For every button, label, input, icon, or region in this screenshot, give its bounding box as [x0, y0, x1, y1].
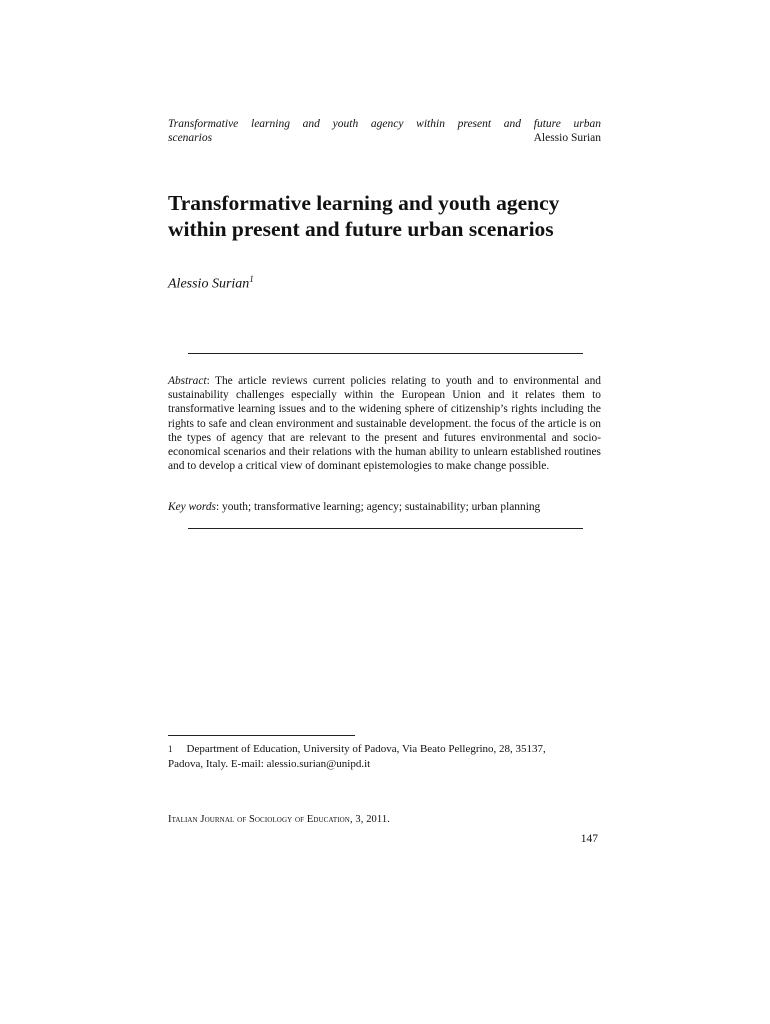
- article-title-line2: within present and future urban scenarios: [168, 217, 554, 241]
- keywords-separator: :: [216, 501, 220, 513]
- abstract-bottom-rule: [188, 528, 583, 529]
- abstract: [168, 374, 601, 473]
- footnote-rule: [168, 735, 355, 736]
- journal-citation: Italian Journal of Sociology of Education, 3, 2011.: [168, 814, 390, 825]
- footnote-mark: 1: [168, 744, 173, 754]
- abstract-top-rule: [188, 353, 583, 354]
- article-title-line1: Transformative learning and youth agency: [168, 191, 560, 215]
- author-name: Alessio Surian: [168, 276, 250, 292]
- page-number: 147: [580, 833, 598, 845]
- abstract-label: Abstract: [168, 375, 207, 387]
- keywords-label: Key words: [168, 501, 216, 513]
- article-title: [168, 190, 618, 242]
- abstract-separator: :: [206, 375, 210, 387]
- running-head: [168, 117, 601, 145]
- keywords: [168, 500, 601, 514]
- footnote: [168, 742, 601, 772]
- running-head-author: Alessio Surian: [533, 132, 601, 144]
- abstract-text: The article reviews current policies relating to youth and to environmental and sustainability challenges especially within the European Union and it relates them to transformative learning issues and to the widening sphere of citizenship’s rights including the rights to safe and clean environment and sustainable development. the focus of the article is on the types of agency that are relevant to the present and futures environmental and socio-economical scenarios and their relations with the human ability to unlearn established routines and to develop a critical view of dominant epistemologies to make change possible.: [168, 375, 601, 473]
- author-footnote-mark[interactable]: 1: [249, 274, 254, 284]
- running-head-line2: [168, 131, 601, 145]
- running-head-title: Transformative learning and youth agency within present and future urban: [168, 118, 601, 130]
- footnote-line2: Padova, Italy. E-mail: alessio.surian@unipd.it: [168, 758, 371, 770]
- keywords-text: youth; transformative learning; agency; sustainability; urban planning: [219, 501, 541, 513]
- footnote-line1: Department of Education, University of Padova, Via Beato Pellegrino, 28, 35137,: [186, 743, 546, 755]
- running-head-title-continued: scenarios: [168, 132, 213, 144]
- article-author: [168, 274, 254, 293]
